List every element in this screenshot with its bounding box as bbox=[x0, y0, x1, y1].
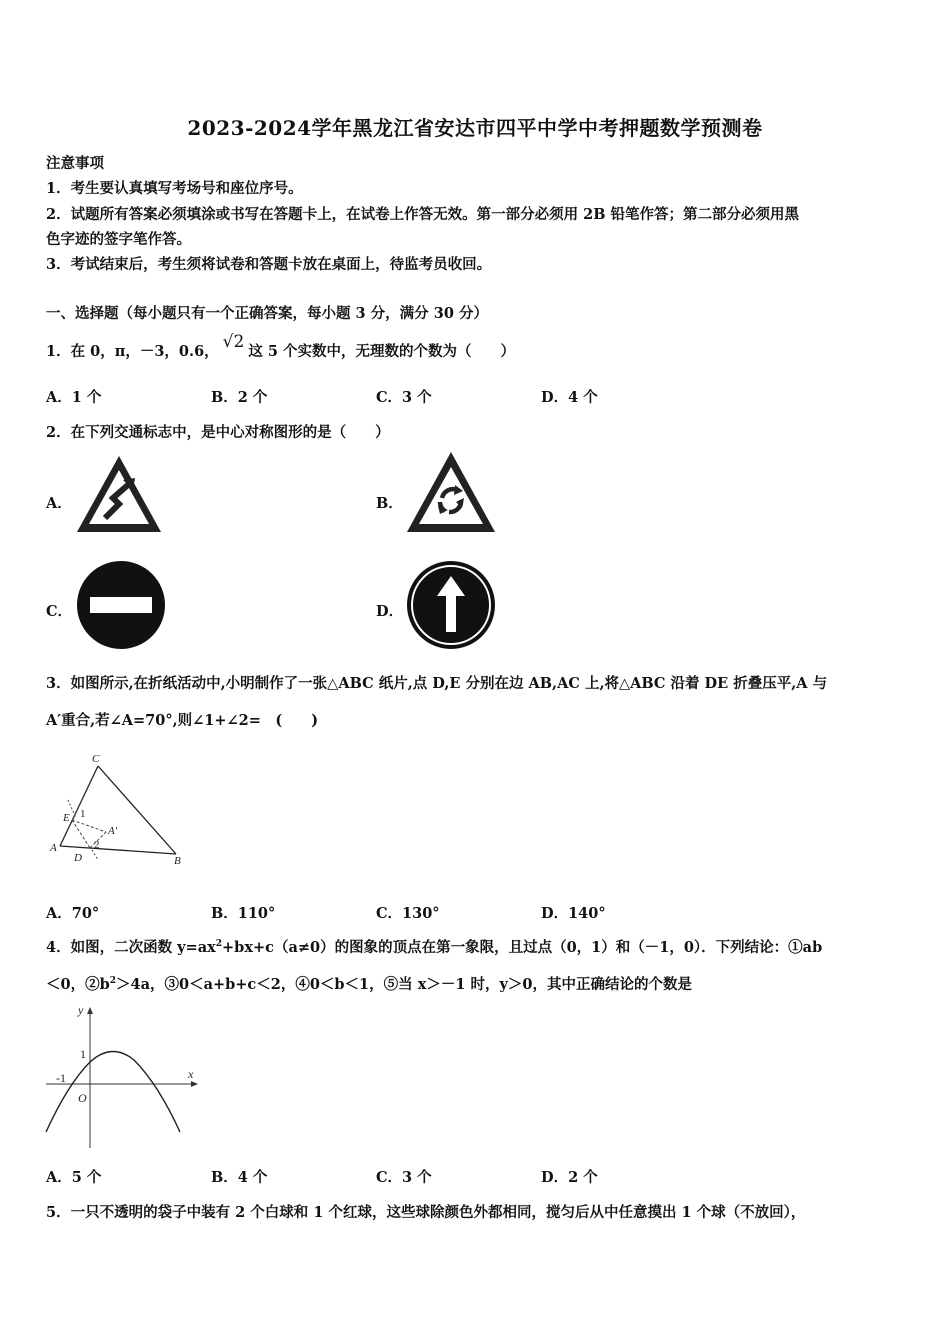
q1-stem bbox=[46, 332, 515, 361]
q2-stem: 2．在下列交通标志中，是中心对称图形的是（ ） bbox=[46, 424, 390, 441]
q3-option-c: C．130° bbox=[376, 905, 440, 922]
q1-option-a: A．1 个 bbox=[46, 389, 102, 406]
q4-parabola-graph bbox=[42, 1002, 202, 1152]
q4-line1-sup: 2 bbox=[215, 939, 223, 950]
q3-side-cb bbox=[98, 766, 176, 854]
q1-sqrt2: √2 bbox=[222, 332, 245, 352]
q2-label-a: A． bbox=[46, 495, 72, 512]
q3-label-c: C bbox=[92, 753, 100, 765]
q4-label-o: O bbox=[78, 1091, 87, 1105]
q3-stem-line2: A′重合,若∠A=70°,则∠1+∠2= ( ) bbox=[46, 712, 319, 729]
q2-label-d: D． bbox=[376, 603, 404, 620]
sign-a-winding-road-icon bbox=[75, 454, 163, 534]
q3-label-aprime: A' bbox=[108, 825, 118, 837]
notice-item-1: 1．考生要认真填写考场号和座位序号。 bbox=[46, 180, 303, 197]
q3-label-e: E bbox=[63, 812, 70, 824]
q4-label-1: 1 bbox=[80, 1047, 86, 1061]
q3-side-ca bbox=[60, 766, 98, 846]
q4-option-d: D．2 个 bbox=[541, 1169, 598, 1186]
q4-option-a: A．5 个 bbox=[46, 1169, 102, 1186]
q4-option-b: B．4 个 bbox=[211, 1169, 268, 1186]
q3-option-b: B．110° bbox=[211, 905, 276, 922]
notice-item-2-cont: 色字迹的签字笔作答。 bbox=[46, 231, 191, 248]
q3-fold-de bbox=[72, 820, 90, 848]
q1-option-b: B．2 个 bbox=[211, 389, 268, 406]
q5-stem: 5．一只不透明的袋子中装有 2 个白球和 1 个红球，这些球除颜色外都相同，搅匀后从中任意摸出 1 个球（不放回）， bbox=[46, 1204, 806, 1221]
q3-label-d: D bbox=[74, 852, 82, 864]
notice-item-2: 2．试题所有答案必须填涂或书写在答题卡上，在试卷上作答无效。第一部分必须用 2B 铅笔作答；第二部分必须用黑 bbox=[46, 206, 800, 223]
q3-option-d: D．140° bbox=[541, 905, 606, 922]
q4-label-neg1: -1 bbox=[56, 1071, 66, 1085]
q4-line2-part2: ＞4a，③0＜a+b+c＜2，④0＜b＜1，⑤当 x＞－1 时，y＞0，其中正确结论的个数是 bbox=[116, 976, 692, 993]
notice-heading: 注意事项 bbox=[46, 155, 104, 172]
q4-line1-part2: +bx+c（a≠0）的图象的顶点在第一象限，且过点（0，1）和（－1，0）．下列结论：①ab bbox=[222, 939, 823, 956]
sign-c-no-entry-icon bbox=[75, 560, 167, 650]
sign-b-roundabout-icon bbox=[405, 450, 497, 534]
q3-label-2: 2 bbox=[94, 839, 100, 851]
q4-label-y: y bbox=[78, 1003, 84, 1017]
q4-parabola-curve bbox=[46, 1051, 180, 1132]
q1-option-d: D．4 个 bbox=[541, 389, 598, 406]
notice-item-3: 3．考试结束后，考生须将试卷和答题卡放在桌面上，待监考员收回。 bbox=[46, 256, 492, 273]
q3-label-b: B bbox=[174, 855, 181, 867]
q4-label-x: x bbox=[188, 1067, 194, 1081]
q3-option-a: A．70° bbox=[46, 905, 100, 922]
q4-line2-part1: ＜0，②b bbox=[46, 976, 110, 993]
q4-line1-part1: 4．如图，二次函数 y=ax bbox=[46, 939, 216, 956]
q4-line2-sup: 2 bbox=[109, 976, 116, 987]
q1-option-c: C．3 个 bbox=[376, 389, 432, 406]
section-heading: 一、选择题（每小题只有一个正确答案，每小题 3 分，满分 30 分） bbox=[46, 305, 488, 322]
q3-stem-line1: 3．如图所示,在折纸活动中,小明制作了一张△ABC 纸片,点 D,E 分别在边 AB,AC 上,将△ABC 沿着 DE 折叠压平,A 与 bbox=[46, 675, 828, 692]
q2-label-c: C． bbox=[46, 603, 73, 620]
q3-fold-ea bbox=[72, 820, 106, 832]
page-title: 2023-2024学年黑龙江省安达市四平中学中考押题数学预测卷 bbox=[187, 116, 763, 140]
q1-stem-part1: 1．在 0，π，－3，0.6， bbox=[46, 343, 219, 360]
q4-stem-line1 bbox=[46, 936, 822, 957]
q1-stem-part2: 这 5 个实数中，无理数的个数为（ ） bbox=[248, 343, 515, 360]
q3-label-a: A bbox=[50, 842, 57, 854]
q2-label-b: B． bbox=[376, 495, 403, 512]
sign-d-straight-arrow-icon bbox=[405, 560, 497, 650]
q4-option-c: C．3 个 bbox=[376, 1169, 432, 1186]
q3-triangle-figure bbox=[46, 750, 186, 870]
q4-stem-line2 bbox=[46, 973, 692, 994]
q3-label-1: 1 bbox=[80, 808, 86, 820]
